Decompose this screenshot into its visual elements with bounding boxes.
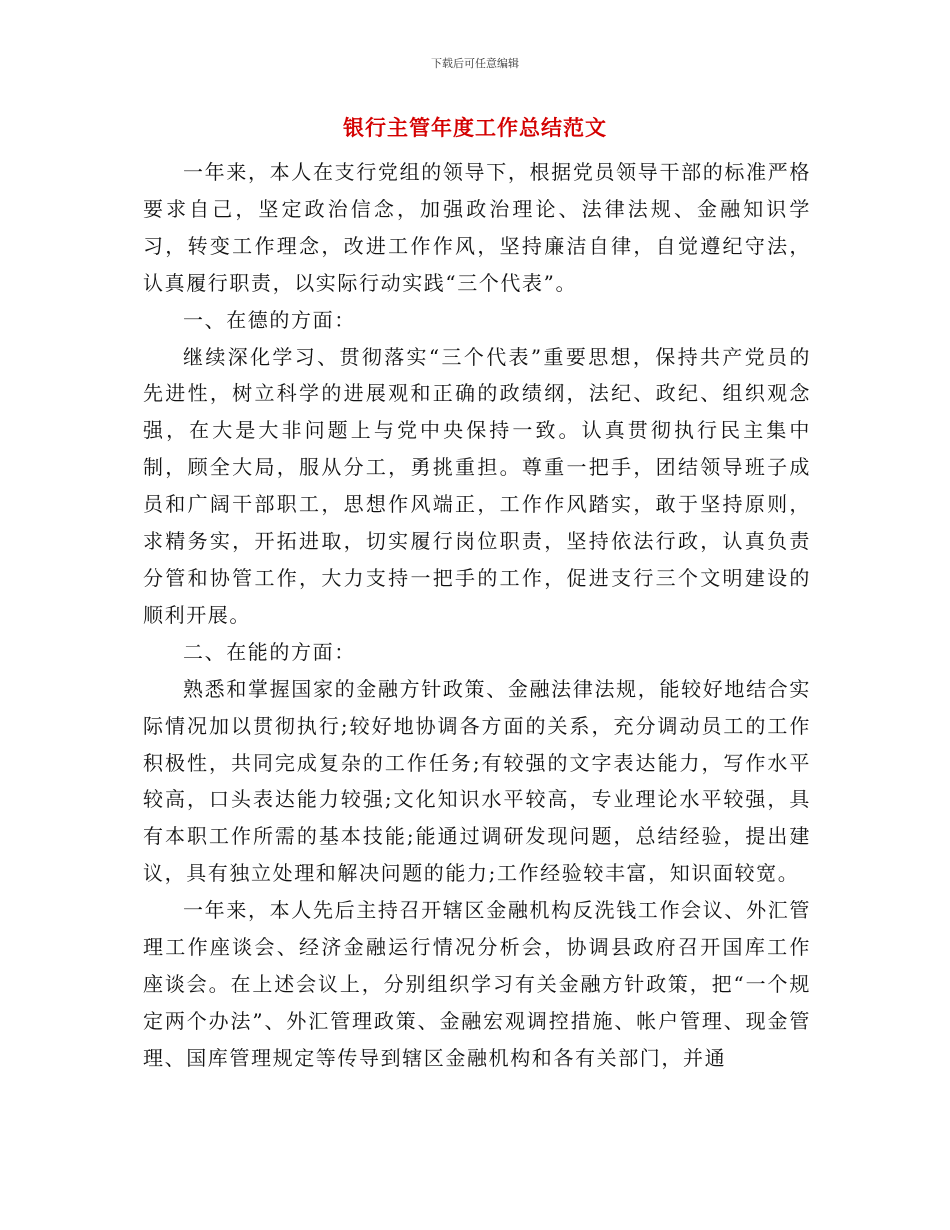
- document-body: [143, 154, 811, 1077]
- header-note: 下载后可任意编辑: [431, 57, 519, 70]
- paragraph-intro: 一年来，本人在支行党组的领导下，根据党员领导干部的标准严格要求自己，坚定政治信念，加强政治理论、法律法规、金融知识学习，转变工作理念，改进工作作风，坚持廉洁自律，自觉遵纪守法，认真履行职责，以实际行动实践“三个代表”。: [143, 160, 811, 295]
- paragraph-meetings: 一年来，本人先后主持召开辖区金融机构反洗钱工作会议、外汇管理工作座谈会、经济金融运行情况分析会，协调县政府召开国库工作座谈会。在上述会议上，分别组织学习有关金融方针政策，把“一个规定两个办法”、外汇管理政策、金融宏观调控措施、帐户管理、现金管理、国库管理规定等传导到辖区金融机构和各有关部门，并通: [143, 898, 811, 1070]
- document-title: 银行主管年度工作总结范文: [343, 116, 607, 140]
- section-heading-morality: 一、在德的方面：: [183, 307, 356, 332]
- paragraph-ability: 熟悉和掌握国家的金融方针政策、金融法律法规，能较好地结合实际情况加以贯彻执行;较好地协调各方面的关系，充分调动员工的工作积极性，共同完成复杂的工作任务;有较强的文字表达能力，写作水平较高，口头表达能力较强;文化知识水平较高，专业理论水平较强，具有本职工作所需的基本技能;能通过调研发现问题，总结经验，提出建议，具有独立处理和解决问题的能力;工作经验较丰富，知识面较宽。: [143, 676, 811, 886]
- paragraph-morality: 继续深化学习、贯彻落实“三个代表”重要思想，保持共产党员的先进性，树立科学的进展观和正确的政绩纲，法纪、政纪、组织观念强，在大是大非问题上与党中央保持一致。认真贯彻执行民主集中制，顾全大局，服从分工，勇挑重担。尊重一把手，团结领导班子成员和广阔干部职工，思想作风端正，工作作风踏实，敢于坚持原则，求精务实，开拓进取，切实履行岗位职责，坚持依法行政，认真负责分管和协管工作，大力支持一把手的工作，促进支行三个文明建设的顺利开展。: [143, 344, 811, 627]
- section-heading-ability: 二、在能的方面：: [183, 639, 356, 664]
